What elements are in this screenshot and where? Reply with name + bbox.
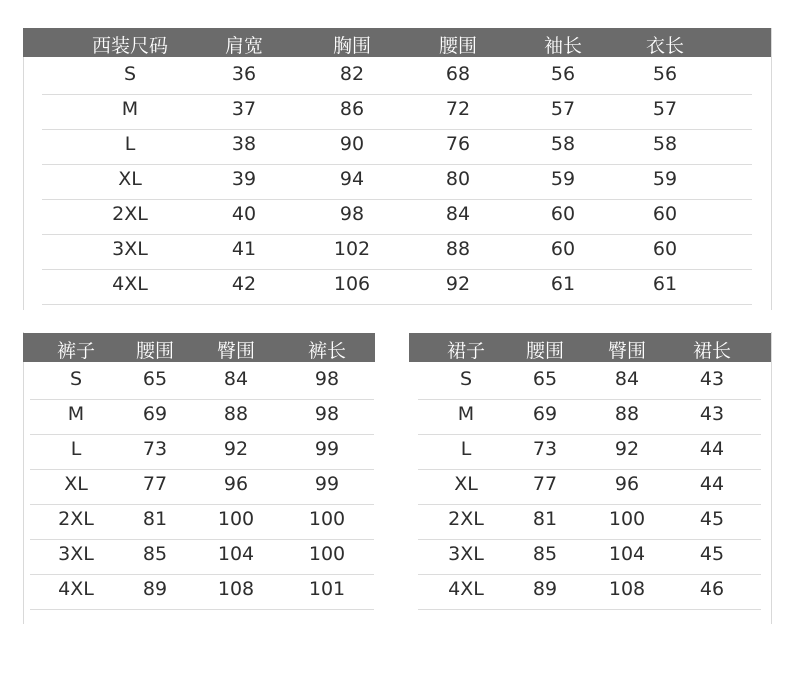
suit-header-cell: 袖长 xyxy=(543,35,583,57)
skirt-header-cell: 裙子 xyxy=(446,340,486,362)
pants-table-cell: 99 xyxy=(314,438,340,460)
pants-table-cell: 98 xyxy=(314,368,340,390)
suit-table-row xyxy=(42,269,752,305)
suit-table-cell: 58 xyxy=(652,133,678,155)
skirt-table-row xyxy=(418,434,761,470)
skirt-table-cell: 3XL xyxy=(448,543,484,565)
suit-header-cell: 肩宽 xyxy=(224,35,264,57)
pants-table-row xyxy=(30,539,374,575)
skirt-table-cell: 81 xyxy=(532,508,558,530)
suit-table-cell: 39 xyxy=(231,168,257,190)
skirt-table-cell: 44 xyxy=(699,438,725,460)
suit-table-row xyxy=(42,199,752,235)
pants-table-cell: 69 xyxy=(142,403,168,425)
suit-table-cell: 57 xyxy=(550,98,576,120)
pants-table-cell: 101 xyxy=(308,578,346,600)
suit-header-cell: 衣长 xyxy=(645,35,685,57)
skirt-table-cell: L xyxy=(460,438,472,460)
pants-table-cell: 4XL xyxy=(58,578,94,600)
skirt-table-row xyxy=(418,469,761,505)
suit-table-cell: 76 xyxy=(445,133,471,155)
skirt-table-cell: 88 xyxy=(614,403,640,425)
skirt-table-cell: 4XL xyxy=(448,578,484,600)
skirt-table-cell: 45 xyxy=(699,508,725,530)
suit-table-cell: 88 xyxy=(445,238,471,260)
skirt-header-row xyxy=(409,333,771,362)
pants-table-cell: 100 xyxy=(308,543,346,565)
pants-table-row xyxy=(30,364,374,400)
skirt-table-cell: 92 xyxy=(614,438,640,460)
pants-table-cell: S xyxy=(69,368,83,390)
suit-table-cell: 59 xyxy=(652,168,678,190)
skirt-table-cell: XL xyxy=(454,473,478,495)
pants-table-row xyxy=(30,434,374,470)
suit-table-cell: 80 xyxy=(445,168,471,190)
pants-table-cell: 73 xyxy=(142,438,168,460)
pants-table-row xyxy=(30,504,374,540)
suit-table-cell: 82 xyxy=(339,63,365,85)
pants-table-cell: 81 xyxy=(142,508,168,530)
pants-table-cell: 65 xyxy=(142,368,168,390)
pants-table-cell: 2XL xyxy=(58,508,94,530)
suit-table-cell: 60 xyxy=(652,203,678,225)
suit-table-cell: XL xyxy=(118,168,142,190)
suit-table-cell: 37 xyxy=(231,98,257,120)
skirt-table-cell: 43 xyxy=(699,368,725,390)
pants-table-cell: L xyxy=(70,438,82,460)
skirt-table-cell: 108 xyxy=(608,578,646,600)
suit-table-cell: L xyxy=(124,133,136,155)
pants-table-cell: 108 xyxy=(217,578,255,600)
skirt-table-cell: 84 xyxy=(614,368,640,390)
suit-table-cell: 84 xyxy=(445,203,471,225)
suit-table-cell: 106 xyxy=(333,273,371,295)
suit-table-cell: 60 xyxy=(550,203,576,225)
suit-table-cell: 59 xyxy=(550,168,576,190)
suit-table-row xyxy=(42,164,752,200)
skirt-table-cell: S xyxy=(459,368,473,390)
pants-table-cell: 92 xyxy=(223,438,249,460)
pants-header-cell: 裤长 xyxy=(307,340,347,362)
skirt-table-row xyxy=(418,539,761,575)
suit-table-cell: 61 xyxy=(550,273,576,295)
skirt-table-cell: 69 xyxy=(532,403,558,425)
suit-table-cell: 56 xyxy=(652,63,678,85)
skirt-table-cell: 43 xyxy=(699,403,725,425)
pants-table-cell: XL xyxy=(64,473,88,495)
suit-table-cell: 3XL xyxy=(112,238,148,260)
suit-table-cell: 42 xyxy=(231,273,257,295)
pants-table-cell: 100 xyxy=(217,508,255,530)
skirt-table-cell: 45 xyxy=(699,543,725,565)
pants-table-row xyxy=(30,574,374,610)
suit-table-cell: 41 xyxy=(231,238,257,260)
skirt-table-cell: 46 xyxy=(699,578,725,600)
skirt-table-cell: M xyxy=(457,403,475,425)
pants-table-cell: 98 xyxy=(314,403,340,425)
pants-table-cell: 89 xyxy=(142,578,168,600)
pants-table-cell: 96 xyxy=(223,473,249,495)
pants-table-cell: 85 xyxy=(142,543,168,565)
suit-table-cell: 60 xyxy=(550,238,576,260)
suit-table-row xyxy=(42,234,752,270)
pants-table-cell: 88 xyxy=(223,403,249,425)
skirt-table-cell: 77 xyxy=(532,473,558,495)
skirt-table-cell: 73 xyxy=(532,438,558,460)
suit-table-cell: 98 xyxy=(339,203,365,225)
pants-table-cell: 77 xyxy=(142,473,168,495)
skirt-table-cell: 96 xyxy=(614,473,640,495)
skirt-header-cell: 腰围 xyxy=(525,340,565,362)
suit-table-cell: 61 xyxy=(652,273,678,295)
suit-table-cell: 2XL xyxy=(112,203,148,225)
suit-header-cell: 腰围 xyxy=(438,35,478,57)
suit-table-cell: 58 xyxy=(550,133,576,155)
skirt-table-row xyxy=(418,364,761,400)
pants-table-row xyxy=(30,469,374,505)
pants-table-row xyxy=(30,399,374,435)
pants-header-cell: 腰围 xyxy=(135,340,175,362)
skirt-table-cell: 2XL xyxy=(448,508,484,530)
pants-table-cell: 3XL xyxy=(58,543,94,565)
pants-header-cell: 臀围 xyxy=(216,340,256,362)
suit-header-cell: 西装尺码 xyxy=(91,35,169,57)
suit-table-cell: 86 xyxy=(339,98,365,120)
suit-table-cell: 90 xyxy=(339,133,365,155)
suit-table-cell: S xyxy=(123,63,137,85)
suit-table-cell: 4XL xyxy=(112,273,148,295)
suit-header-row xyxy=(23,28,771,57)
pants-header-cell: 裤子 xyxy=(56,340,96,362)
pants-table-cell: 100 xyxy=(308,508,346,530)
suit-table-cell: 102 xyxy=(333,238,371,260)
suit-table-cell: 57 xyxy=(652,98,678,120)
skirt-table-row xyxy=(418,504,761,540)
skirt-table-cell: 65 xyxy=(532,368,558,390)
pants-table-cell: 104 xyxy=(217,543,255,565)
suit-table-cell: 36 xyxy=(231,63,257,85)
skirt-table-cell: 104 xyxy=(608,543,646,565)
skirt-table-row xyxy=(418,574,761,610)
skirt-table-cell: 44 xyxy=(699,473,725,495)
suit-table-cell: 60 xyxy=(652,238,678,260)
pants-table-cell: 84 xyxy=(223,368,249,390)
suit-table-cell: 40 xyxy=(231,203,257,225)
suit-table-cell: 92 xyxy=(445,273,471,295)
skirt-table-row xyxy=(418,399,761,435)
suit-table-row xyxy=(42,59,752,95)
suit-table-cell: 68 xyxy=(445,63,471,85)
suit-table-row xyxy=(42,129,752,165)
skirt-header-cell: 裙长 xyxy=(692,340,732,362)
suit-table-cell: M xyxy=(121,98,139,120)
suit-table-row xyxy=(42,94,752,130)
suit-header-cell: 胸围 xyxy=(332,35,372,57)
suit-table-cell: 94 xyxy=(339,168,365,190)
skirt-table-cell: 100 xyxy=(608,508,646,530)
pants-table-cell: M xyxy=(67,403,85,425)
pants-header-row xyxy=(23,333,375,362)
skirt-table-cell: 85 xyxy=(532,543,558,565)
suit-table-cell: 72 xyxy=(445,98,471,120)
suit-table-cell: 38 xyxy=(231,133,257,155)
skirt-header-cell: 臀围 xyxy=(607,340,647,362)
pants-table-cell: 99 xyxy=(314,473,340,495)
skirt-table-cell: 89 xyxy=(532,578,558,600)
suit-table-cell: 56 xyxy=(550,63,576,85)
